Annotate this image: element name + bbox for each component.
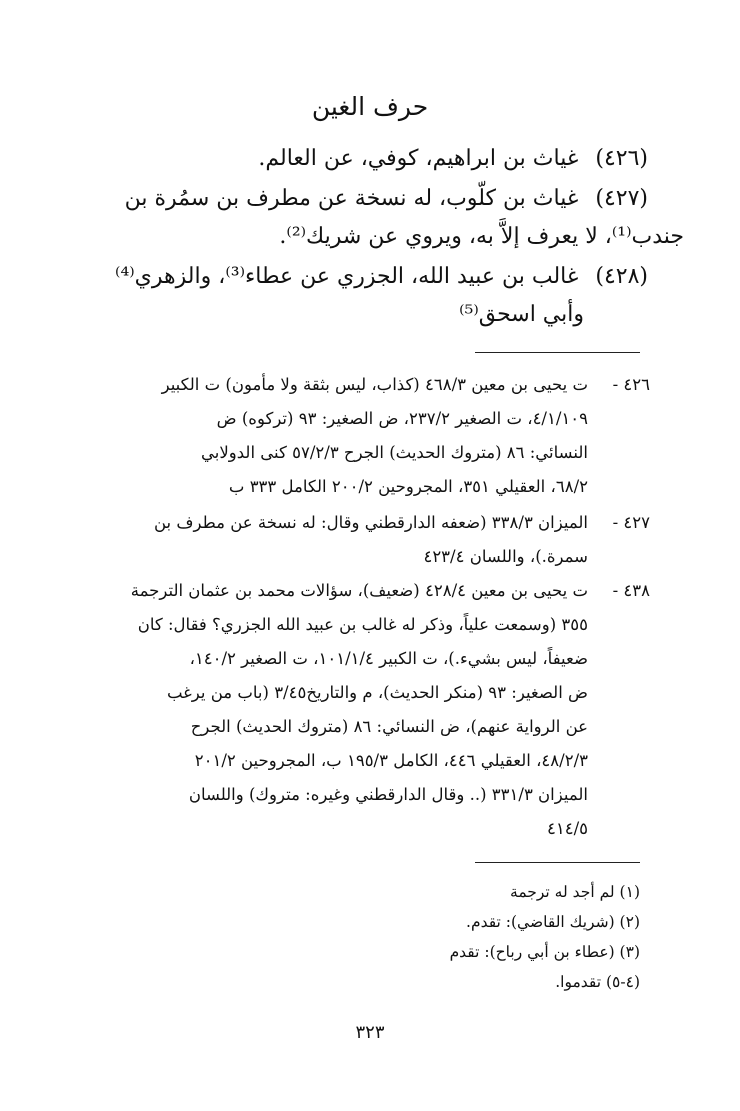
- note-number: ٤٢٧ -: [612, 513, 650, 532]
- entry-text: جندب⁽¹⁾، لا يعرف إلاَّ به، ويروي عن شريك⁽²⁾.: [279, 224, 684, 249]
- footnotes: [450, 877, 640, 997]
- entry-426: [88, 140, 648, 178]
- footnote: (٤-٥) تقدموا.: [555, 973, 640, 991]
- entry-line: [88, 296, 584, 334]
- note-line: ٤١٤/٥: [546, 819, 588, 838]
- note-line: ٤٨/٢/٣، العقيلي ٤٤٦، الكامل ١٩٥/٣ ب، المجروحين ٢٠١/٢: [194, 751, 588, 770]
- entry-number: (٤٢٨): [595, 264, 648, 289]
- note-line: سمرة.)، واللسان ٤٢٣/٤: [423, 547, 588, 566]
- entry-line: [88, 258, 648, 296]
- note-428: [65, 574, 650, 846]
- note-line: ٤/١/١٠٩، ت الصغير ٢٣٧/٢، ض الصغير: ٩٣ (تركوه) ض: [216, 409, 588, 428]
- note-line: النسائي: ٨٦ (متروك الحديث) الجرح ٥٧/٢/٣ كنى الدولابي: [201, 443, 588, 462]
- note-number: ٤٢٦ -: [612, 375, 650, 394]
- note-line: ت يحيى بن معين ٤٦٨/٣ (كذاب، ليس بثقة ولا مأمون) ت الكبير: [161, 375, 588, 394]
- note-line: ٦٨/٢، العقيلي ٣٥١، المجروحين ٢٠٠/٢ الكامل ٣٣٣ ب: [228, 477, 588, 496]
- note-426: [65, 368, 650, 504]
- note-line: الميزان ٣٣٨/٣ (ضعفه الدارقطني وقال: له نسخة عن مطرف بن: [154, 513, 588, 532]
- divider: [475, 352, 640, 353]
- page-title: حرف الغين: [311, 92, 429, 121]
- entry-text: غياث بن ابراهيم، كوفي، عن العالم.: [258, 146, 579, 171]
- note-line: ض الصغير: ٩٣ (منكر الحديث)، م والتاريخ٣/٤٥ (باب من يرغب: [166, 683, 588, 702]
- note-number: ٤٣٨ -: [612, 581, 650, 600]
- entry-text: غياث بن كلّوب، له نسخة عن مطرف بن سمُرة بن: [124, 186, 579, 211]
- note-line: ضعيفاً، ليس بشيء.)، ت الكبير ١٠١/١/٤، ت الصغير ١٤٠/٢،: [189, 649, 588, 668]
- note-427: [65, 506, 650, 574]
- divider: [475, 862, 640, 863]
- entry-line: [88, 140, 648, 178]
- footnote: (٣) (عطاء بن أبي رباح): تقدم: [449, 943, 640, 961]
- note-line: الميزان ٣٣١/٣ (.. وقال الدارقطني وغيره: متروك) واللسان: [188, 785, 588, 804]
- page-number: ٣٢٣: [355, 1022, 385, 1043]
- entry-text: غالب بن عبيد الله، الجزري عن عطاء⁽³⁾، والزهري⁽⁴⁾: [115, 264, 579, 289]
- entry-number: (٤٢٧): [595, 186, 648, 211]
- note-line: عن الرواية عنهم)، ض النسائي: ٨٦ (متروك الحديث) الجرح: [190, 717, 588, 736]
- entry-text: وأبي اسحق⁽⁵⁾: [459, 302, 584, 327]
- entry-line: [88, 218, 684, 256]
- entry-428: [88, 258, 648, 334]
- footnote: (٢) (شريك القاضي): تقدم.: [466, 913, 640, 931]
- entry-427: [88, 180, 684, 256]
- footnote: (١) لم أجد له ترجمة: [510, 883, 640, 901]
- note-line: ٣٥٥ (وسمعت علياً، وذكر له غالب بن عبيد الله الجزري؟ فقال: كان: [137, 615, 588, 634]
- note-line: ت يحيى بن معين ٤٢٨/٤ (ضعيف)، سؤالات محمد بن عثمان الترجمة: [130, 581, 588, 600]
- entry-line: [88, 180, 648, 218]
- entry-number: (٤٢٦): [595, 146, 648, 171]
